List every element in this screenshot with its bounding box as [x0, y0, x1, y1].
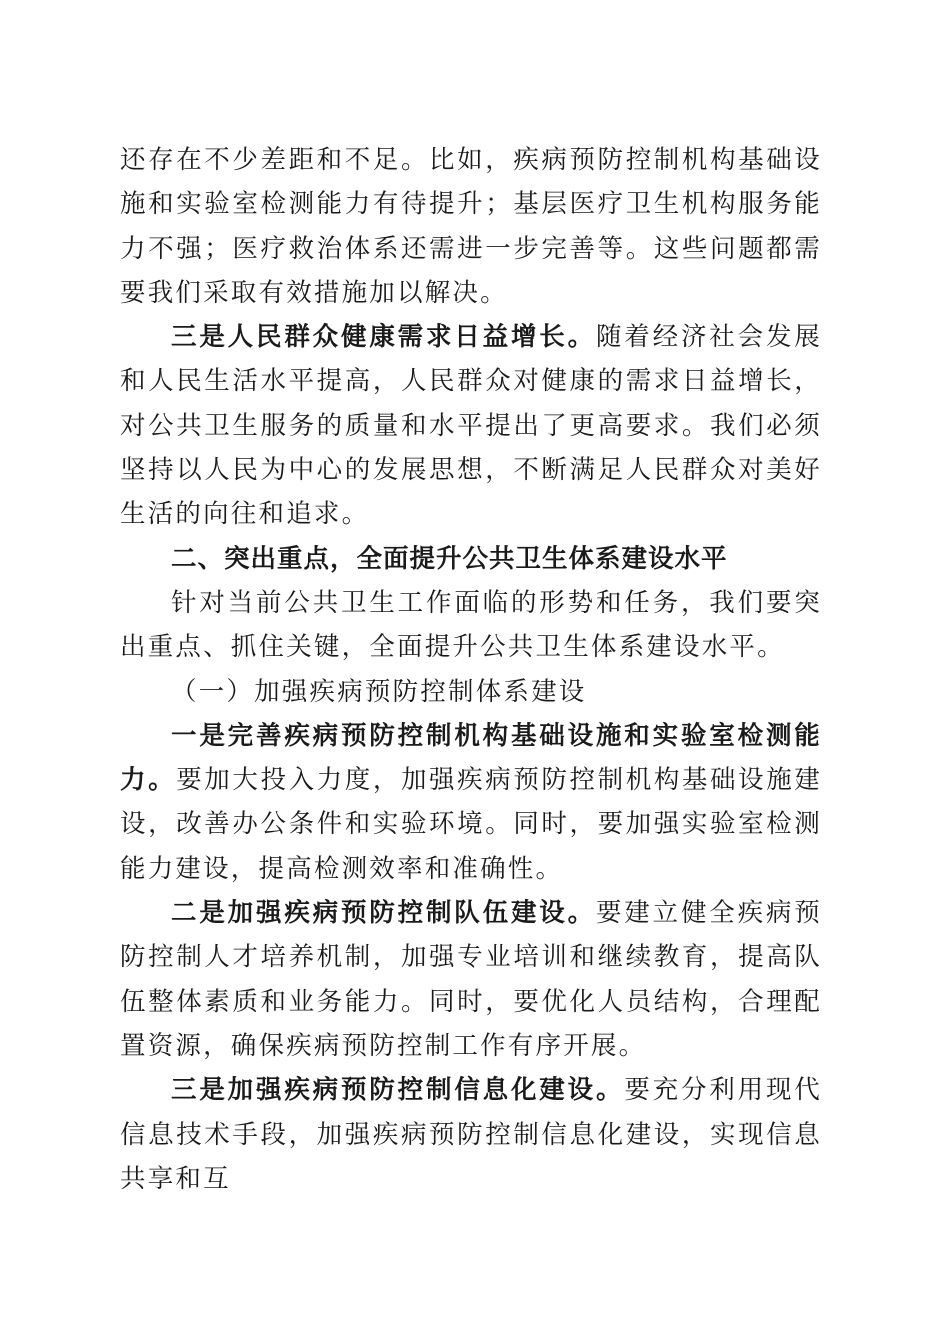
paragraph-text: 针对当前公共卫生工作面临的形势和任务，我们要突出重点、抓住关键，全面提升公共卫生体系建设水平。 — [120, 587, 822, 663]
paragraph-item-two — [120, 891, 822, 1068]
paragraph-text: 要建立健全疾病预防控制人才培养机制，加强专业培训和继续教育，提高队伍整体素质和业务能力。同时，要优化人员结构，合理配置资源，确保疾病预防控制工作有序开展。 — [120, 898, 822, 1061]
paragraph-intro — [120, 581, 822, 670]
paragraph-text: 随着经济社会发展和人民生活水平提高，人民群众对健康的需求日益增长，对公共卫生服务的质量和水平提出了更高要求。我们必须坚持以人民为中心的发展思想，不断满足人民群众对美好生活的向往和追求。 — [120, 322, 822, 530]
paragraph-point-three — [120, 315, 822, 536]
paragraph-continuation — [120, 138, 822, 315]
paragraph-item-one — [120, 714, 822, 891]
paragraph-lead: 一是完善疾病预防控制机构基础设施和实验室检测能力。 — [120, 720, 822, 796]
document-body — [120, 138, 822, 1201]
paragraph-lead: 二是加强疾病预防控制队伍建设。 — [171, 898, 596, 929]
paragraph-lead: 三是人民群众健康需求日益增长。 — [171, 322, 596, 353]
paragraph-text: 要充分利用现代信息技术手段，加强疾病预防控制信息化建设，实现信息共享和互 — [120, 1075, 823, 1194]
paragraph-lead: 三是加强疾病预防控制信息化建设。 — [171, 1075, 625, 1106]
section-heading: 二、突出重点，全面提升公共卫生体系建设水平 — [171, 543, 728, 574]
paragraph-text: 要加大投入力度，加强疾病预防控制机构基础设施建设，改善办公条件和实验环境。同时，要加强实验室检测能力建设，提高检测效率和准确性。 — [120, 765, 822, 884]
paragraph-text: 还存在不少差距和不足。比如，疾病预防控制机构基础设施和实验室检测能力有待提升；基层医疗卫生机构服务能力不强；医疗救治体系还需进一步完善等。这些问题都需要我们采取有效措施加以解决。 — [120, 145, 822, 308]
paragraph-item-three — [120, 1068, 822, 1201]
subsection-heading: （一）加强疾病预防控制体系建设 — [171, 676, 587, 707]
